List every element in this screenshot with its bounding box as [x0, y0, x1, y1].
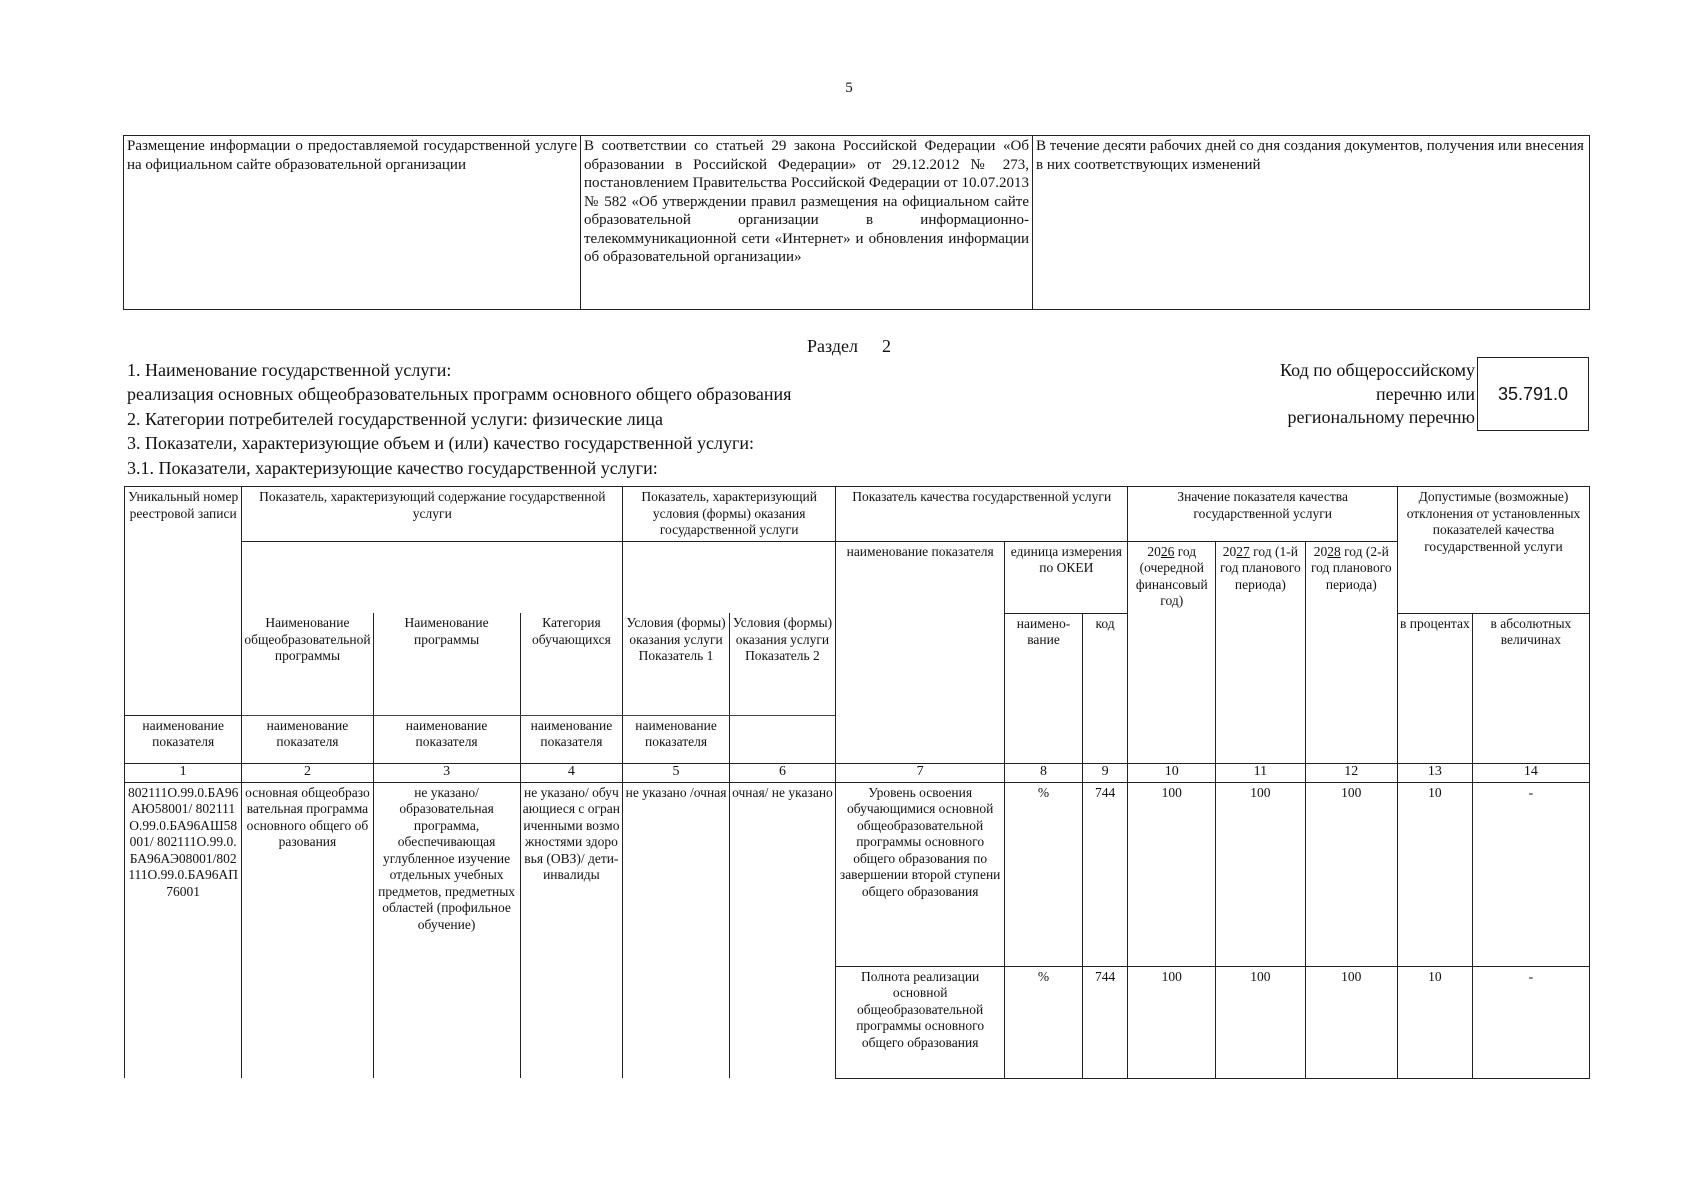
header-unit-name: наимено-вание [1005, 613, 1083, 763]
table-row [124, 136, 1590, 310]
cell-indicator-name: Полнота реализации основной общеобразовательной программы основного общего образования [836, 966, 1005, 1078]
cell-value-3: 100 [1305, 782, 1397, 966]
column-numbers-row [125, 763, 1590, 782]
registry-code-value: 35.791.0 [1497, 383, 1569, 404]
indicators-heading: 3. Показатели, характеризующие объем и (или) качество государственной услуги: [127, 433, 754, 453]
header-conditions-indicator: Показатель, характеризующий условия (формы) оказания государственной услуги [623, 487, 836, 542]
column-number: 7 [836, 763, 1005, 782]
header-content-spacer [242, 541, 623, 613]
cell-deviation-absolute: - [1472, 966, 1589, 1078]
year-3-suffix: год (2-й год планового периода) [1310, 543, 1392, 592]
cell-condition-1: не указано /очная [623, 782, 730, 1078]
column-number: 2 [242, 763, 373, 782]
header-sub-label: наименование показателя [242, 715, 373, 763]
year-1-value: 26 [1160, 543, 1175, 559]
column-number: 8 [1005, 763, 1083, 782]
service-name-value: реализация основных общеобразовательных программ основного общего образования [127, 384, 792, 404]
header-unit-code: код [1082, 613, 1128, 763]
cell-program-name: не указано/ образовательная программа, обеспечивающая углубленное изучение отдельных учебных предметов, предметных областей (профильное обучение) [373, 782, 520, 1078]
header-deviation: Допустимые (возможные) отклонения от установленных показателей качества государственной услуги [1398, 487, 1590, 614]
cell-deviation-percent: 10 [1398, 782, 1473, 966]
header-program-name: Наименование программы [373, 613, 520, 715]
column-number: 10 [1128, 763, 1216, 782]
cell-deviation-absolute: - [1472, 782, 1589, 966]
column-number: 13 [1398, 763, 1473, 782]
page-number: 5 [845, 80, 853, 96]
column-number: 9 [1082, 763, 1128, 782]
column-number: 1 [125, 763, 242, 782]
column-number: 5 [623, 763, 730, 782]
year-3-value: 28 [1327, 543, 1341, 559]
code-label-1: Код по общероссийскому [1280, 360, 1475, 380]
column-number: 4 [520, 763, 623, 782]
quality-heading: 3.1. Показатели, характеризующие качество государственной услуги: [127, 458, 658, 478]
cell-unit: % [1005, 782, 1083, 966]
header-conditions-spacer [623, 541, 836, 613]
header-quality-indicator: Показатель качества государственной услуги [836, 487, 1128, 542]
cell-value-1: 100 [1128, 966, 1216, 1078]
cell-unit-code: 744 [1082, 782, 1128, 966]
consumer-category: 2. Категории потребителей государственной услуги: физические лица [127, 409, 663, 429]
year-1-suffix: год (очередной финансовый год) [1135, 543, 1208, 608]
header-sub-label: наименование показателя [623, 715, 730, 763]
placement-content-cell: В соответствии со статьей 29 закона Российской Федерации «Об образовании в Российской Федерации» от 29.12.2012 № 273, постановлением Правительства Российской Федерации от 10.07.2013 № 582 «Об утверждении правил размещения на официальном сайте образовательной организации в информационно-телекоммуникационной сети «Интернет» и обновления информации об образовательной организации» [581, 136, 1033, 310]
header-absolute: в абсолютных величинах [1472, 613, 1589, 763]
year-3-prefix: 20 [1313, 543, 1328, 559]
cell-student-category: не указано/ обучающиеся с ограниченными возможностями здоровья (ОВЗ)/ дети-инвалиды [520, 782, 623, 1078]
cell-unique-number: 802111О.99.0.БА96АЮ58001/ 802111О.99.0.БА96АШ58001/ 802111О.99.0.БА96АЭ08001/802111О.99.0.БА96АП76001 [125, 782, 242, 1078]
header-sub-label: наименование показателя [520, 715, 623, 763]
section-heading [0, 336, 1698, 357]
header-indicator-value: Значение показателя качества государственной услуги [1128, 487, 1398, 542]
section-label: Раздел [807, 336, 858, 356]
table-row [125, 782, 1590, 966]
header-content-indicator: Показатель, характеризующий содержание государственной услуги [242, 487, 623, 542]
table-row [125, 487, 1590, 542]
cell-indicator-name: Уровень освоения обучающимися основной общеобразовательной программы основного общего образования по завершении второй ступени общего образования [836, 782, 1005, 966]
column-number: 6 [729, 763, 835, 782]
registry-code-box [1477, 357, 1589, 431]
header-condition-1: Условия (формы) оказания услуги Показатель 1 [623, 613, 730, 715]
cell-value-1: 100 [1128, 782, 1216, 966]
placement-method-cell: Размещение информации о предоставляемой государственной услуге на официальном сайте образовательной организации [124, 136, 581, 310]
service-name-label: 1. Наименование государственной услуги: [127, 360, 452, 380]
year-2-prefix: 20 [1222, 543, 1237, 559]
header-unique-number: Уникальный номер реестровой записи [125, 487, 242, 716]
header-year-3 [1305, 541, 1397, 763]
placement-frequency-cell: В течение десяти рабочих дней со дня создания документов, получения или внесения в них соответствующих изменений [1033, 136, 1590, 310]
quality-indicators-table [124, 486, 1590, 1079]
cell-program: основная общеобразовательная программа основного общего образования [242, 782, 373, 1078]
header-year-1 [1128, 541, 1216, 763]
header-indicator-name: наименование показателя [836, 541, 1005, 763]
cell-deviation-percent: 10 [1398, 966, 1473, 1078]
info-placement-table [123, 135, 1590, 310]
header-year-2 [1216, 541, 1305, 763]
year-1-prefix: 20 [1147, 543, 1161, 559]
header-sub-label: наименование показателя [373, 715, 520, 763]
column-number: 14 [1472, 763, 1589, 782]
code-label-3: региональному перечню [1287, 407, 1475, 427]
header-program-kind: Наименование общеобразовательной программы [242, 613, 373, 715]
header-sub-label: наименование показателя [125, 715, 242, 763]
year-2-suffix: год (1-й год планового периода) [1220, 543, 1301, 592]
code-label-2: перечню или [1375, 384, 1475, 404]
section-number: 2 [881, 336, 891, 356]
cell-unit: % [1005, 966, 1083, 1078]
header-student-category: Категория обучающихся [520, 613, 623, 715]
cell-value-2: 100 [1216, 966, 1305, 1078]
year-2-value: 27 [1236, 543, 1250, 559]
cell-value-2: 100 [1216, 782, 1305, 966]
column-number: 11 [1216, 763, 1305, 782]
cell-unit-code: 744 [1082, 966, 1128, 1078]
header-unit: единица измерения по ОКЕИ [1005, 541, 1128, 613]
cell-condition-2: очная/ не указано [729, 782, 835, 1078]
cell-value-3: 100 [1305, 966, 1397, 1078]
header-percent: в процентах [1398, 613, 1473, 763]
header-condition-2: Условия (формы) оказания услуги Показатель 2 [729, 613, 835, 715]
column-number: 12 [1305, 763, 1397, 782]
column-number: 3 [373, 763, 520, 782]
table-row [125, 541, 1590, 613]
